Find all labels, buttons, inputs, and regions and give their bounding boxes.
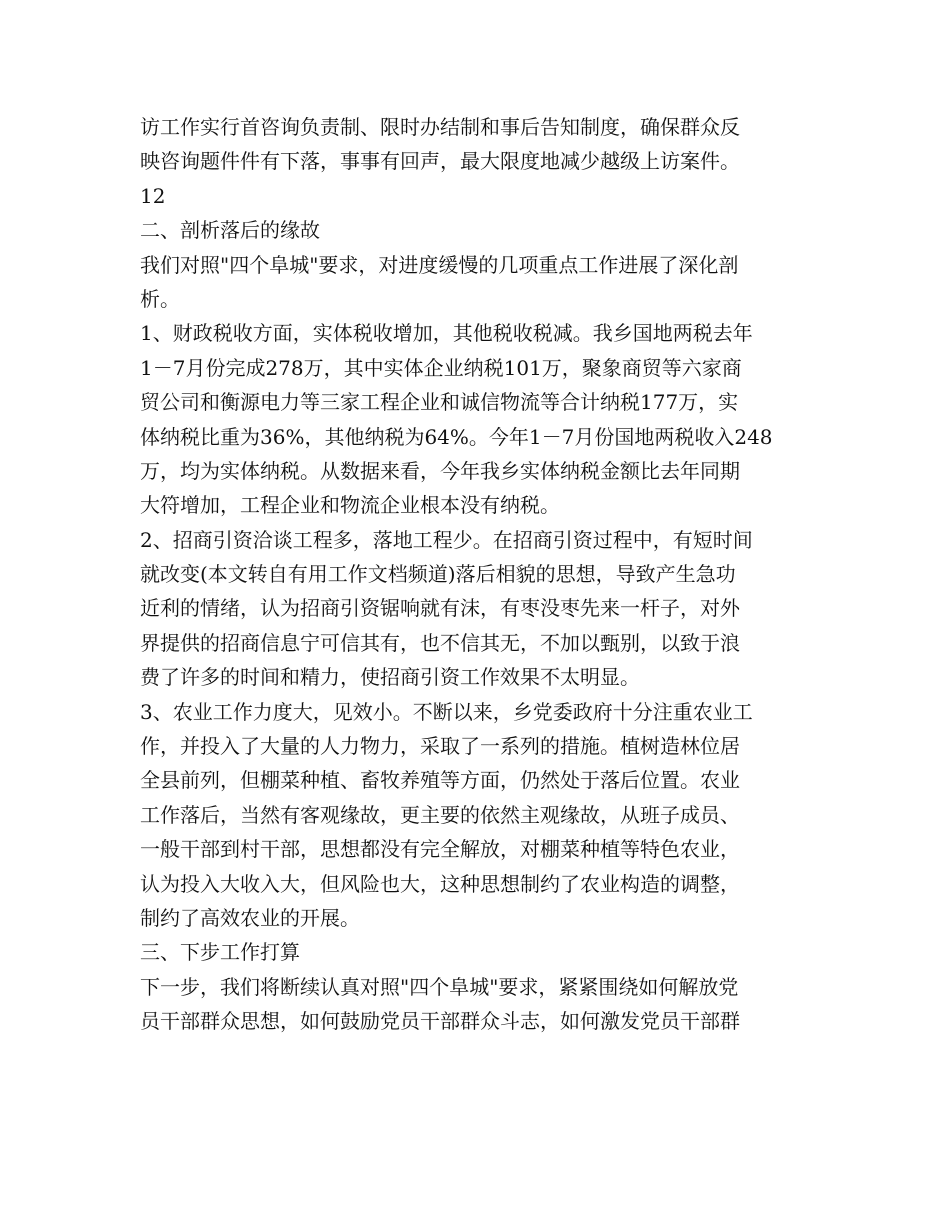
- text-line: 下一步，我们将断续认真对照"四个阜城"要求，紧紧围绕如何解放党: [140, 974, 739, 999]
- text-line: 1、财政税收方面，实体税收增加，其他税收税减。我乡国地两税去年: [140, 321, 753, 346]
- text-line: 认为投入大收入大，但风险也大，这种思想制约了农业构造的调整，: [140, 871, 740, 896]
- section-heading: 三、下步工作打算: [140, 940, 300, 965]
- text-line: 析。: [140, 286, 180, 311]
- document-body: [140, 110, 820, 1039]
- text-line: 界提供的招商信息宁可信其有，也不信其无，不加以甄别，以致于浪: [140, 630, 740, 655]
- text-line: 万，均为实体纳税。从数据来看，今年我乡实体纳税金额比去年同期: [140, 458, 740, 483]
- text-line: 近利的情绪，认为招商引资锯响就有沫，有枣没枣先来一杆子，对外: [140, 596, 740, 621]
- text-line: 作，并投入了大量的人力物力，采取了一系列的措施。植树造林位居: [140, 734, 740, 759]
- text-line: 工作落后，当然有客观缘故，更主要的依然主观缘故，从班子成员、: [140, 802, 740, 827]
- text-line: 1－7月份完成278万，其中实体企业纳税101万，聚象商贸等六家商: [140, 355, 742, 380]
- text-line: 访工作实行首咨询负责制、限时办结制和事后告知制度，确保群众反: [140, 115, 740, 139]
- text-line: 费了许多的时间和精力，使招商引资工作效果不太明显。: [140, 665, 640, 690]
- text-line: 2、招商引资洽谈工程多，落地工程少。在招商引资过程中，有短时间: [140, 527, 753, 552]
- page-number: 12: [140, 183, 166, 208]
- text-line: 体纳税比重为36%，其他纳税为64%。今年1－7月份国地两税收入248: [140, 424, 773, 449]
- text-line: 就改变(本文转自有用工作文档频道)落后相貌的思想，导致产生急功: [140, 562, 736, 587]
- text-line: 全县前列，但棚菜种植、畜牧养殖等方面，仍然处于落后位置。农业: [140, 768, 740, 793]
- section-heading: 二、剖析落后的缘故: [140, 218, 320, 243]
- text-line: 贸公司和衡源电力等三家工程企业和诚信物流等合计纳税177万，实: [140, 390, 739, 415]
- text-line: 映咨询题件件有下落，事事有回声，最大限度地减少越级上访案件。: [140, 149, 740, 174]
- text-line: 员干部群众思想，如何鼓励党员干部群众斗志，如何激发党员干部群: [140, 1009, 740, 1034]
- text-line: 3、农业工作力度大，见效小。不断以来，乡党委政府十分注重农业工: [140, 699, 753, 724]
- text-line: 制约了高效农业的开展。: [140, 905, 360, 930]
- text-line: 一般干部到村干部，思想都没有完全解放，对棚菜种植等特色农业，: [140, 837, 740, 862]
- text-line: 我们对照"四个阜城"要求，对进度缓慢的几项重点工作进展了深化剖: [140, 252, 739, 277]
- text-line: 大符增加，工程企业和物流企业根本没有纳税。: [140, 493, 560, 518]
